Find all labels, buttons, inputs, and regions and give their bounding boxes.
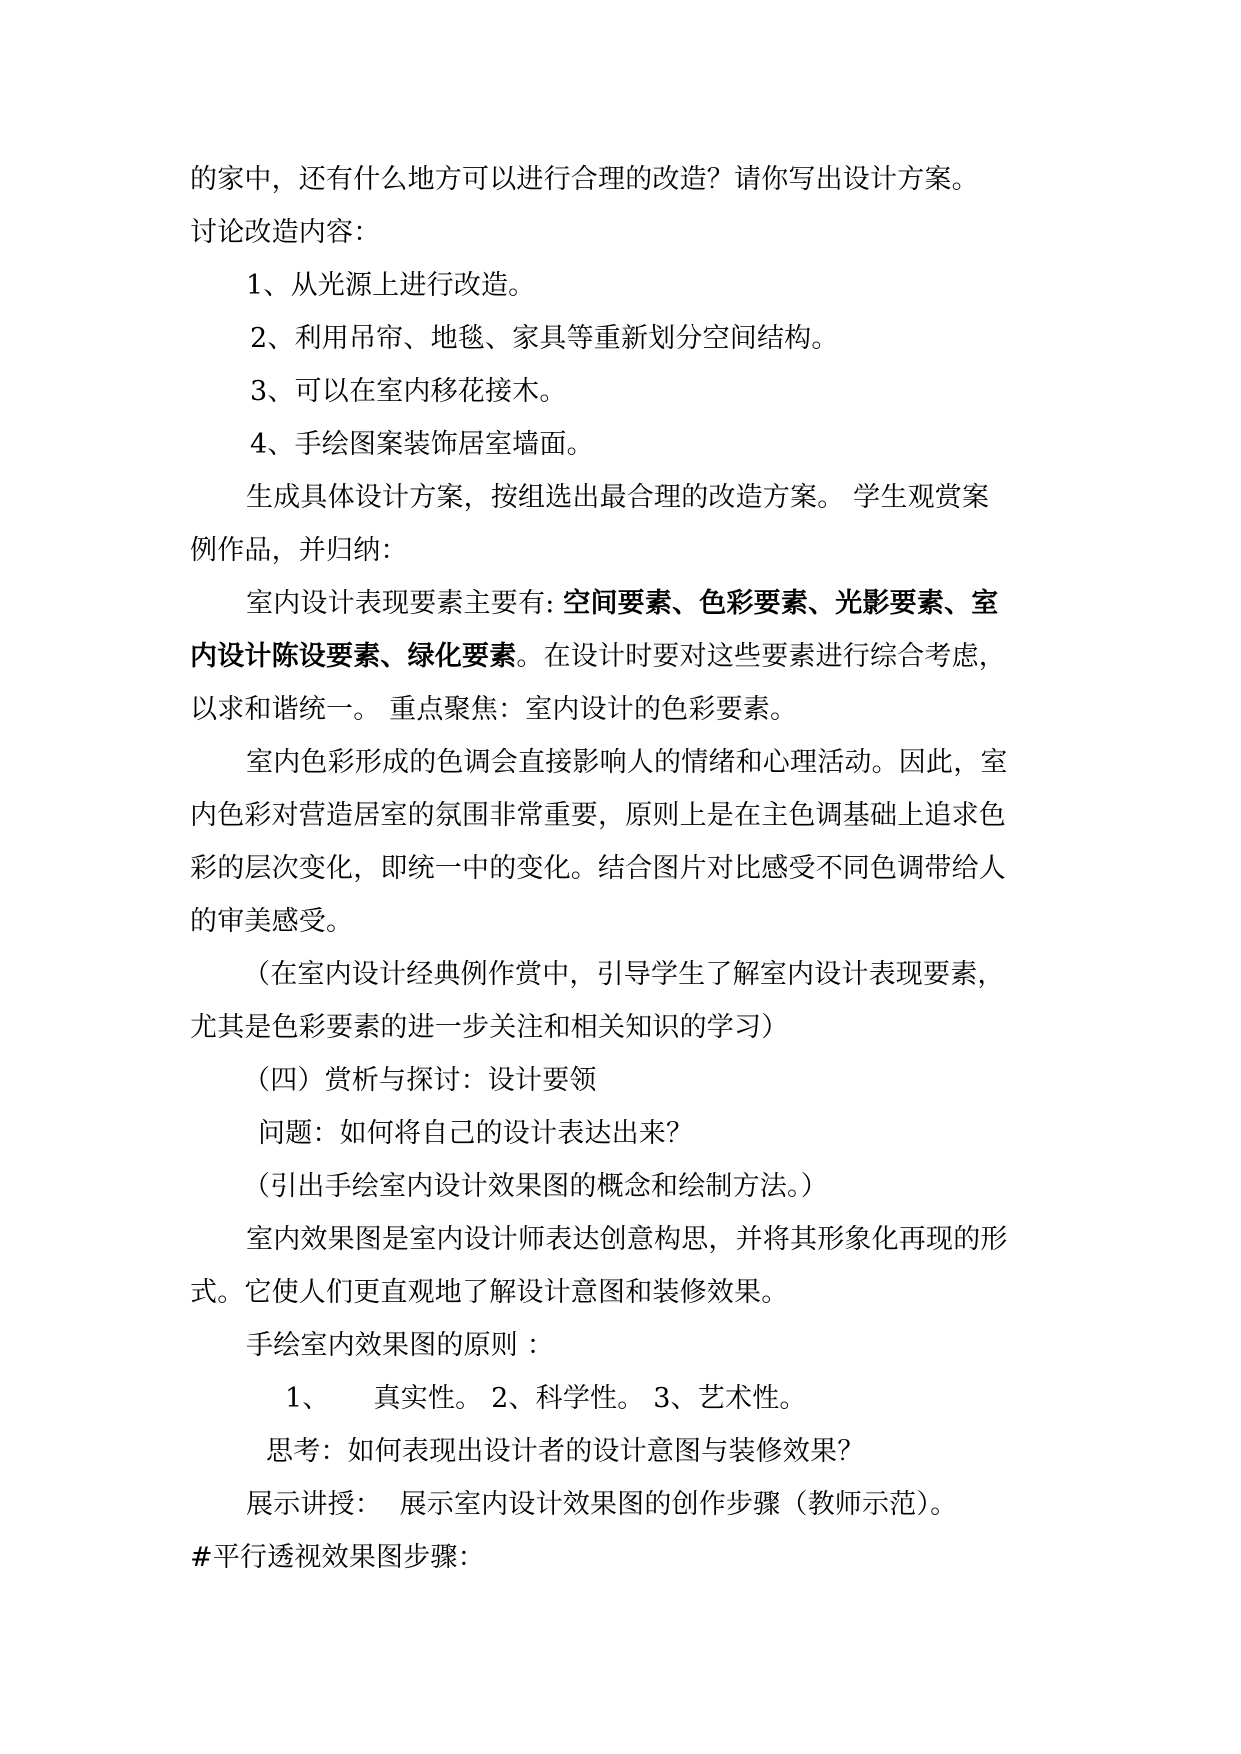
principles-list: 1、 真实性。 2、科学性。 3、艺术性。	[285, 1383, 807, 1414]
text-line-7: 生成具体设计方案，按组选出最合理的改造方案。 学生观赏案	[246, 482, 990, 513]
text-line-2: 讨论改造内容：	[190, 217, 381, 248]
demo-line: 展示讲授： 展示室内设计效果图的创作步骤（教师示范）。	[246, 1489, 958, 1520]
section-heading-four: （四）赏析与探讨：设计要领	[243, 1065, 597, 1096]
elements-conclusion: 。在设计时要对这些要素进行综合考虑，	[516, 641, 1007, 672]
text-line-9	[246, 587, 998, 621]
text-line-10	[190, 640, 1006, 674]
text-line-11: 以求和谐统一。 重点聚焦：室内设计的色彩要素。	[190, 694, 798, 725]
text-line-20: （引出手绘室内设计效果图的概念和绘制方法。）	[243, 1171, 828, 1202]
elements-intro: 室内设计表现要素主要有:	[246, 588, 564, 619]
question-line: 问题：如何将自己的设计表达出来？	[258, 1118, 694, 1149]
text-line-15: 的审美感受。	[190, 906, 354, 937]
text-line-1: 的家中，还有什么地方可以进行合理的改造？请你写出设计方案。	[190, 164, 979, 195]
text-line-13: 内色彩对营造居室的氛围非常重要，原则上是在主色调基础上追求色	[190, 800, 1006, 831]
elements-bold-part-2: 内设计陈设要素、绿化要素	[190, 641, 517, 672]
perspective-steps-heading: #平行透视效果图步骤：	[190, 1542, 485, 1573]
list-item-1: 1、从光源上进行改造。	[246, 270, 536, 301]
text-line-21: 室内效果图是室内设计师表达创意构思，并将其形象化再现的形	[246, 1224, 1008, 1255]
principles-heading: 手绘室内效果图的原则 ：	[246, 1330, 554, 1361]
text-line-16: （在室内设计经典例作赏中，引导学生了解室内设计表现要素，	[243, 959, 1005, 990]
text-line-12: 室内色彩形成的色调会直接影响人的情绪和心理活动。因此，室	[246, 747, 1008, 778]
list-item-2: 2、利用吊帘、地毯、家具等重新划分空间结构。	[250, 323, 839, 354]
list-item-3: 3、可以在室内移花接木。	[250, 376, 567, 407]
text-line-22: 式。它使人们更直观地了解设计意图和装修效果。	[190, 1277, 789, 1308]
list-item-4: 4、手绘图案装饰居室墙面。	[250, 429, 594, 460]
text-line-14: 彩的层次变化，即统一中的变化。结合图片对比感受不同色调带给人	[190, 853, 1006, 884]
text-line-17: 尤其是色彩要素的进一步关注和相关知识的学习）	[190, 1012, 789, 1043]
think-line: 思考：如何表现出设计者的设计意图与装修效果？	[266, 1436, 865, 1467]
elements-bold-part-1: 空间要素、色彩要素、光影要素、室	[563, 588, 999, 619]
text-line-8: 例作品，并归纳：	[190, 535, 408, 566]
